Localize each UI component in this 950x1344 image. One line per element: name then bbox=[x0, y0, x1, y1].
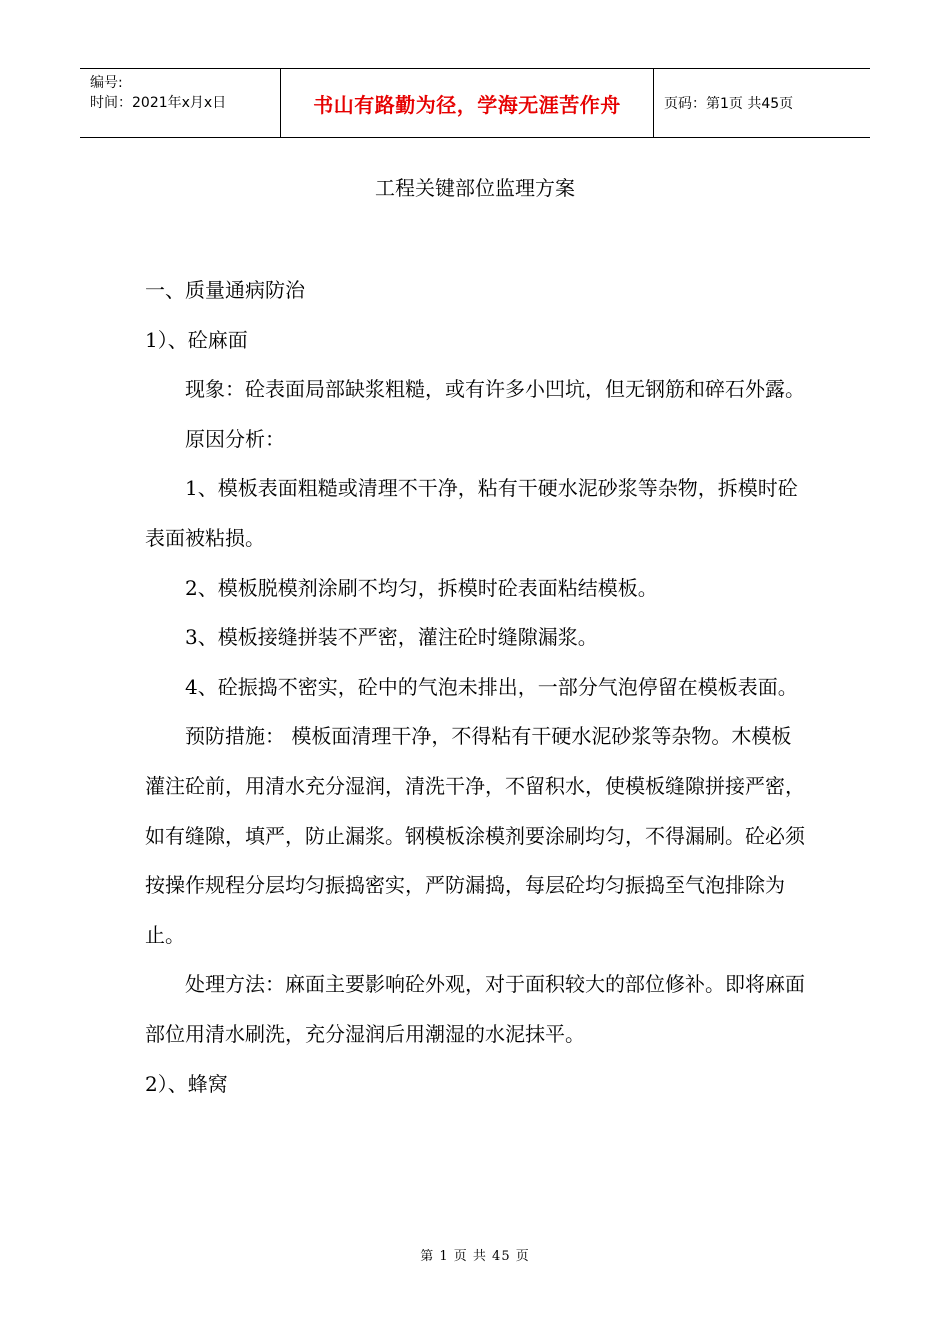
paragraph: 2、模板脱模剂涂刷不均匀，拆模时砼表面粘结模板。 bbox=[185, 575, 658, 600]
paragraph: 原因分析： bbox=[185, 426, 285, 451]
paragraph: 处理方法：麻面主要影响砼外观，对于面积较大的部位修补。即将麻面部位用清水刷洗，充分湿润后用潮湿的水泥抹平。 bbox=[145, 972, 805, 1046]
header-motto: 书山有路勤为径，学海无涯苦作舟 bbox=[281, 69, 654, 137]
header-page-info: 页码：第1页 共45页 bbox=[664, 96, 794, 112]
page-header bbox=[80, 68, 870, 138]
number-label: 编号: bbox=[90, 75, 123, 91]
paragraph: 3、模板接缝拼装不严密，灌注砼时缝隙漏浆。 bbox=[185, 625, 598, 650]
paragraph: 1）、砼麻面 bbox=[145, 327, 248, 352]
document-title: 工程关键部位监理方案 bbox=[375, 176, 575, 200]
paragraph: 预防措施： 模板面清理干净，不得粘有干硬水泥砂浆等杂物。木模板灌注砼前，用清水充分湿润，清洗干净，不留积水，使模板缝隙拼接严密，如有缝隙，填严，防止漏浆。钢模板涂模剂要涂刷均匀，不得漏刷。砼必须按操作规程分层均匀振捣密实，严防漏捣，每层砼均匀振捣至气泡排除为止。 bbox=[145, 724, 805, 947]
paragraph: 2）、蜂窝 bbox=[145, 1071, 228, 1096]
paragraph: 一、质量通病防治 bbox=[145, 278, 305, 302]
paragraph: 1、模板表面粗糙或清理不干净，粘有干硬水泥砂浆等杂物，拆模时砼表面被粘损。 bbox=[145, 476, 798, 550]
header-meta bbox=[80, 69, 281, 137]
page-footer: 第 1 页 共 45 页 bbox=[420, 1249, 530, 1264]
document-body bbox=[145, 266, 805, 1109]
paragraph: 4、砼振捣不密实，砼中的气泡未排出，一部分气泡停留在模板表面。 bbox=[185, 674, 798, 699]
date-text: 时间：2021年x月x日 bbox=[90, 95, 227, 111]
paragraph: 现象：砼表面局部缺浆粗糙，或有许多小凹坑，但无钢筋和碎石外露。 bbox=[185, 377, 805, 402]
